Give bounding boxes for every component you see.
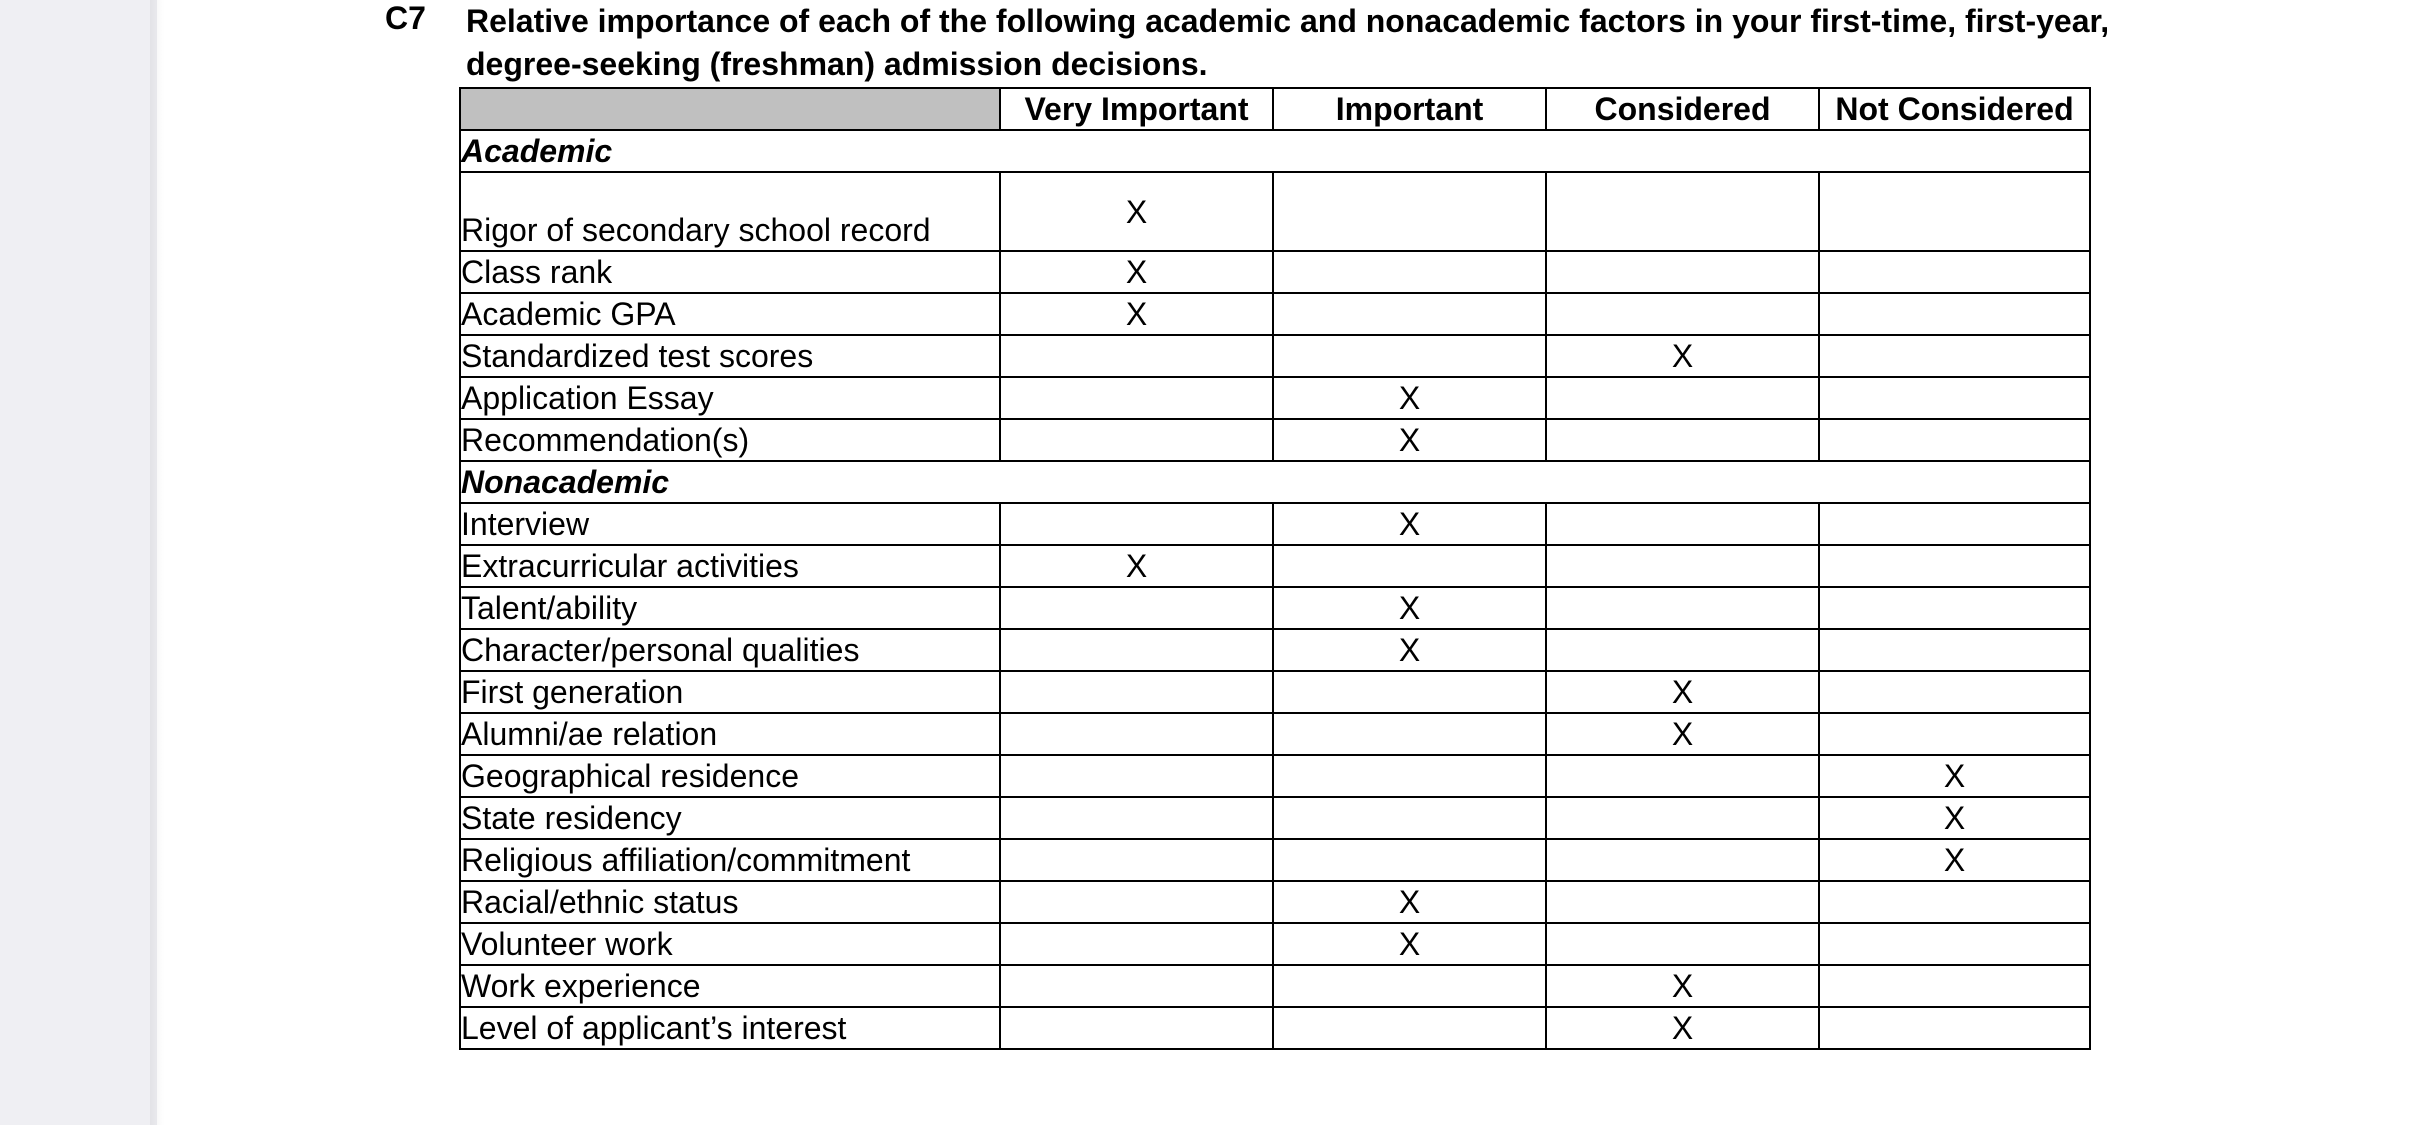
factor-label: Talent/ability [460, 587, 1000, 629]
rating-cell [1819, 587, 2090, 629]
rating-cell [1273, 545, 1546, 587]
rating-cell [1273, 172, 1546, 251]
rating-cell [1546, 839, 1819, 881]
rating-cell [1000, 1007, 1273, 1049]
factor-label: Work experience [460, 965, 1000, 1007]
factor-label: Standardized test scores [460, 335, 1000, 377]
factor-label: Rigor of secondary school record [460, 172, 1000, 251]
rating-mark: X [1273, 587, 1546, 629]
header-very-important: Very Important [1000, 88, 1273, 130]
rating-cell [1000, 797, 1273, 839]
rating-cell [1819, 629, 2090, 671]
rating-mark: X [1819, 755, 2090, 797]
factor-label: Racial/ethnic status [460, 881, 1000, 923]
rating-cell [1000, 839, 1273, 881]
table-row [460, 419, 2090, 461]
rating-mark: X [1000, 293, 1273, 335]
rating-mark: X [1273, 419, 1546, 461]
rating-cell [1546, 172, 1819, 251]
rating-mark: X [1000, 251, 1273, 293]
rating-cell [1273, 839, 1546, 881]
factor-label: Academic GPA [460, 293, 1000, 335]
rating-cell [1273, 671, 1546, 713]
rating-mark: X [1546, 965, 1819, 1007]
table-row [460, 881, 2090, 923]
rating-cell [1546, 503, 1819, 545]
table-row [460, 671, 2090, 713]
rating-cell [1819, 503, 2090, 545]
table-row [460, 545, 2090, 587]
rating-mark: X [1819, 797, 2090, 839]
table-row [460, 797, 2090, 839]
rating-cell [1819, 1007, 2090, 1049]
rating-cell [1819, 671, 2090, 713]
category-label: Academic [460, 130, 2090, 172]
factor-label: Alumni/ae relation [460, 713, 1000, 755]
rating-cell [1819, 713, 2090, 755]
category-row [460, 461, 2090, 503]
factor-label: Application Essay [460, 377, 1000, 419]
rating-cell [1273, 965, 1546, 1007]
table-row [460, 755, 2090, 797]
rating-cell [1000, 671, 1273, 713]
rating-cell [1819, 377, 2090, 419]
rating-cell [1546, 797, 1819, 839]
rating-cell [1819, 419, 2090, 461]
table-row [460, 965, 2090, 1007]
rating-mark: X [1000, 172, 1273, 251]
factor-label: Extracurricular activities [460, 545, 1000, 587]
table-row [460, 377, 2090, 419]
rating-cell [1000, 713, 1273, 755]
header-blank-cell [460, 88, 1000, 130]
rating-cell [1273, 713, 1546, 755]
rating-cell [1546, 755, 1819, 797]
section-id: C7 [385, 0, 426, 36]
rating-cell [1546, 923, 1819, 965]
factor-label: Geographical residence [460, 755, 1000, 797]
rating-cell [1819, 251, 2090, 293]
rating-cell [1000, 629, 1273, 671]
rating-cell [1000, 881, 1273, 923]
rating-cell [1000, 503, 1273, 545]
category-label: Nonacademic [460, 461, 2090, 503]
factor-label: Class rank [460, 251, 1000, 293]
factor-label: Volunteer work [460, 923, 1000, 965]
rating-mark: X [1273, 923, 1546, 965]
rating-cell [1546, 629, 1819, 671]
section-title: Relative importance of each of the following academic and nonacademic factors in your first-time, first-year, degree-seeking (freshman) admission decisions. [466, 3, 2110, 82]
rating-cell [1000, 377, 1273, 419]
rating-mark: X [1273, 377, 1546, 419]
table-row [460, 629, 2090, 671]
factor-label: Religious affiliation/commitment [460, 839, 1000, 881]
rating-cell [1000, 587, 1273, 629]
factor-label: Interview [460, 503, 1000, 545]
rating-mark: X [1273, 881, 1546, 923]
header-important: Important [1273, 88, 1546, 130]
left-margin-panel [0, 0, 157, 1125]
factor-label: First generation [460, 671, 1000, 713]
table-row [460, 587, 2090, 629]
rating-cell [1819, 881, 2090, 923]
table-header-row [460, 88, 2090, 130]
rating-cell [1546, 881, 1819, 923]
rating-mark: X [1546, 1007, 1819, 1049]
header-considered: Considered [1546, 88, 1819, 130]
rating-cell [1273, 755, 1546, 797]
table-row [460, 503, 2090, 545]
table-row [460, 923, 2090, 965]
table-row [460, 251, 2090, 293]
table-row [460, 335, 2090, 377]
rating-cell [1000, 419, 1273, 461]
table-row [460, 839, 2090, 881]
rating-cell [1546, 419, 1819, 461]
rating-cell [1819, 293, 2090, 335]
rating-cell [1546, 293, 1819, 335]
factor-label: State residency [460, 797, 1000, 839]
rating-cell [1000, 335, 1273, 377]
page-edge-shadow [150, 0, 164, 1125]
rating-mark: X [1273, 629, 1546, 671]
rating-mark: X [1546, 713, 1819, 755]
rating-cell [1546, 377, 1819, 419]
factor-label: Level of applicant’s interest [460, 1007, 1000, 1049]
rating-cell [1273, 293, 1546, 335]
table-row [460, 293, 2090, 335]
table-row [460, 1007, 2090, 1049]
table-row [460, 713, 2090, 755]
rating-mark: X [1000, 545, 1273, 587]
rating-cell [1273, 1007, 1546, 1049]
rating-mark: X [1546, 671, 1819, 713]
category-row [460, 130, 2090, 172]
table-body [460, 130, 2090, 1049]
rating-cell [1000, 965, 1273, 1007]
rating-cell [1000, 923, 1273, 965]
rating-mark: X [1273, 503, 1546, 545]
rating-cell [1819, 172, 2090, 251]
rating-cell [1819, 923, 2090, 965]
header-not-considered: Not Considered [1819, 88, 2090, 130]
admission-factors-table [459, 87, 2091, 1050]
rating-cell [1000, 755, 1273, 797]
rating-cell [1273, 797, 1546, 839]
rating-cell [1819, 545, 2090, 587]
rating-mark: X [1546, 335, 1819, 377]
rating-cell [1546, 251, 1819, 293]
rating-cell [1819, 965, 2090, 1007]
rating-mark: X [1819, 839, 2090, 881]
table-row [460, 172, 2090, 251]
rating-cell [1546, 545, 1819, 587]
factor-label: Character/personal qualities [460, 629, 1000, 671]
factor-label: Recommendation(s) [460, 419, 1000, 461]
rating-cell [1819, 335, 2090, 377]
rating-cell [1546, 587, 1819, 629]
rating-cell [1273, 335, 1546, 377]
rating-cell [1273, 251, 1546, 293]
